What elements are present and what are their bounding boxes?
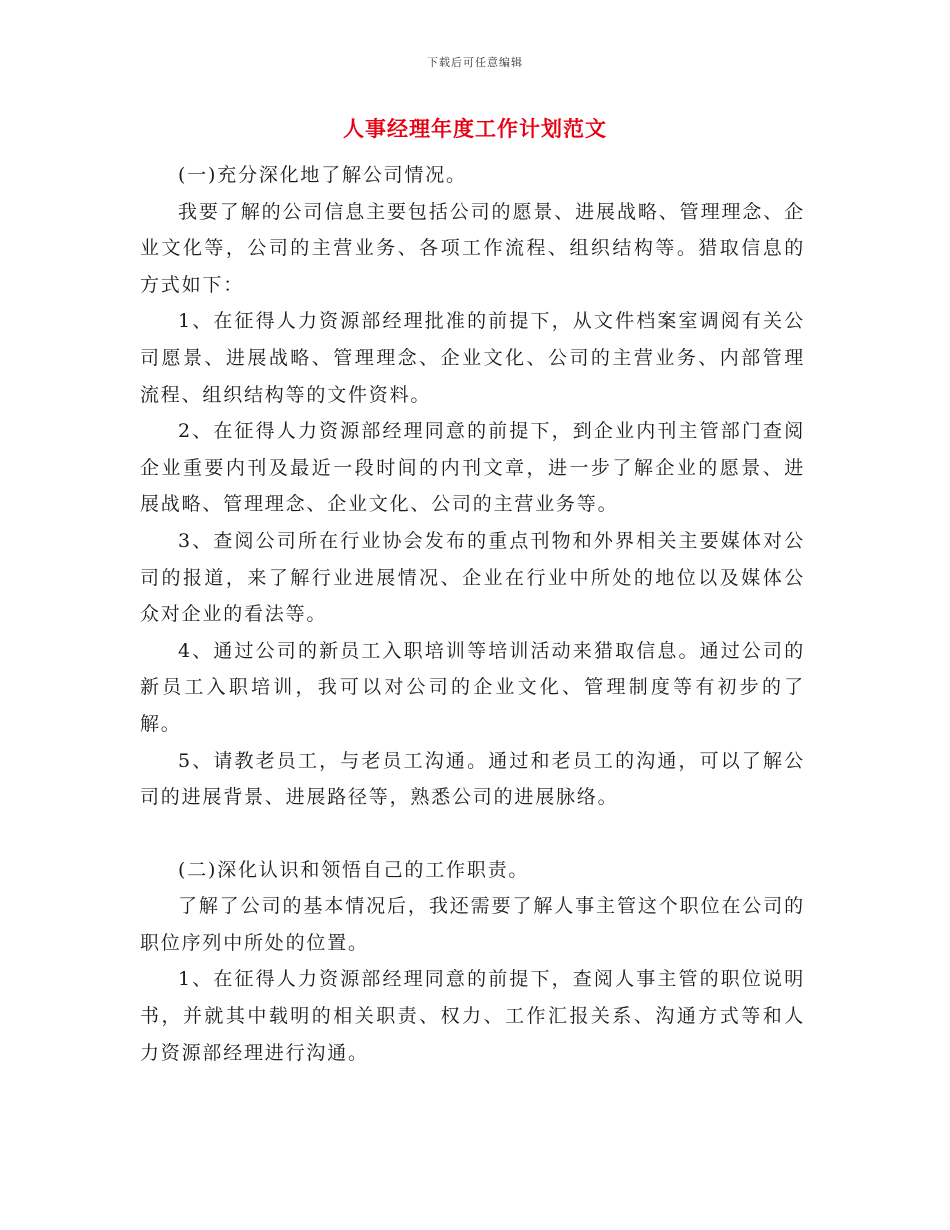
header-note: 下载后可任意编辑 (427, 56, 523, 69)
list-item: 3、查阅公司所在行业协会发布的重点刊物和外界相关主要媒体对公司的报道，来了解行业进展情况、企业在行业中所处的地位以及媒体公众对企业的看法等。 (140, 529, 805, 626)
document-body (140, 157, 805, 1071)
paragraph: 我要了解的公司信息主要包括公司的愿景、进展战略、管理理念、企业文化等，公司的主营业务、各项工作流程、组织结构等。猎取信息的方式如下： (140, 200, 805, 296)
list-item: 5、请教老员工，与老员工沟通。通过和老员工的沟通，可以了解公司的进展背景、进展路径等，熟悉公司的进展脉络。 (140, 749, 805, 809)
document-title: 人事经理年度工作计划范文 (343, 117, 607, 141)
section-heading-2: (二)深化认识和领悟自己的工作职责。 (178, 858, 530, 881)
list-item: 1、在征得人力资源部经理批准的前提下，从文件档案室调阅有关公司愿景、进展战略、管理理念、企业文化、公司的主营业务、内部管理流程、组织结构等的文件资料。 (140, 310, 805, 406)
list-item: 1、在征得人力资源部经理同意的前提下，查阅人事主管的职位说明书，并就其中载明的相关职责、权力、工作汇报关系、沟通方式等和人力资源部经理进行沟通。 (140, 968, 805, 1064)
paragraph: 了解了公司的基本情况后，我还需要了解人事主管这个职位在公司的职位序列中所处的位置。 (140, 895, 805, 954)
section-heading-1: (一)充分深化地了解公司情况。 (178, 164, 467, 186)
list-item: 2、在征得人力资源部经理同意的前提下，到企业内刊主管部门查阅企业重要内刊及最近一段时间的内刊文章，进一步了解企业的愿景、进展战略、管理理念、企业文化、公司的主营业务等。 (140, 420, 805, 516)
list-item: 4、通过公司的新员工入职培训等培训活动来猎取信息。通过公司的新员工入职培训，我可以对公司的企业文化、管理制度等有初步的了解。 (140, 639, 805, 735)
